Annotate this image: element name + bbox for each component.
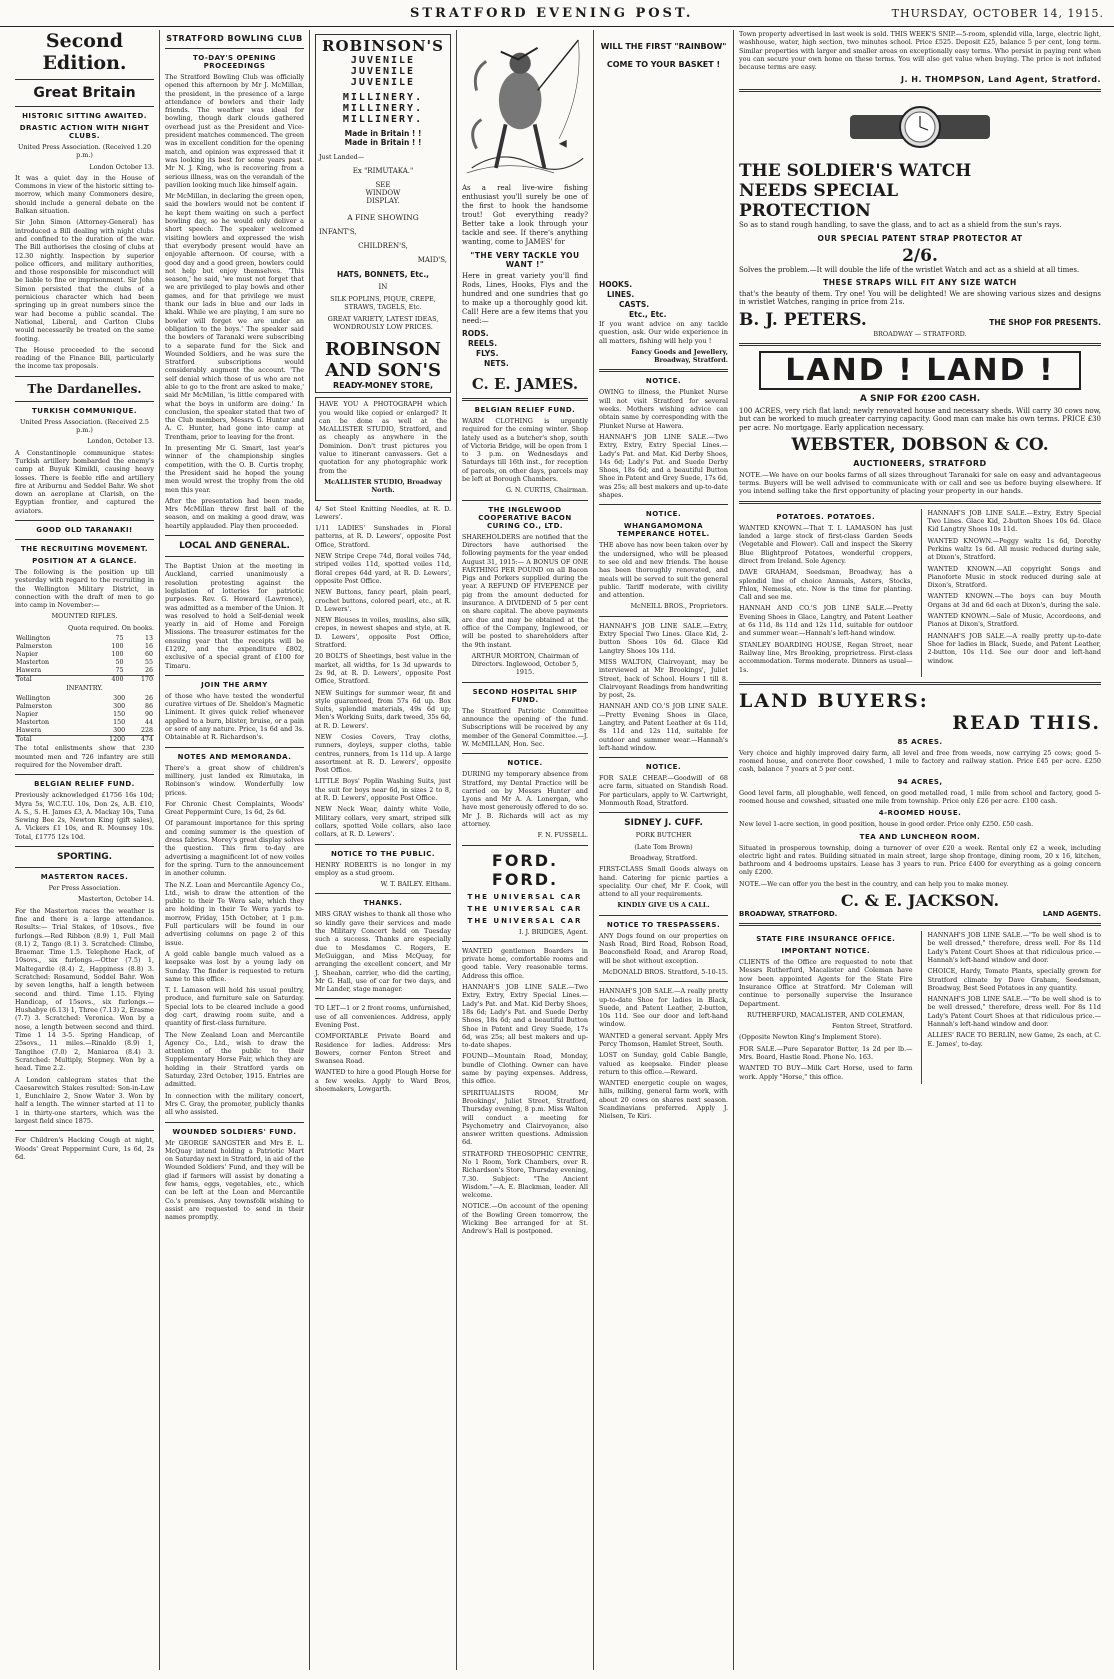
signature: I. J. BRIDGES, Agent. [518, 927, 588, 936]
ad-text: Solves the problem.—It will double the life of the wristlet Watch and act as a shield at all times. [739, 265, 1080, 274]
classified-ad: FOR SALE.—Pure Separator Butter, 1s 2d per lb.—Mrs. Board, Hastie Road. Phone No. 163. [739, 1044, 913, 1062]
signature: McDONALD BROS. Stratford, 5-10-15. [602, 967, 728, 976]
read-this-title: READ THIS. [952, 711, 1101, 734]
ad-heading: "THE VERY TACKLE YOU WANT !" [470, 251, 580, 269]
ad-text: New level 1-acre section, in good position, house in good order. Price only £250. £50 cash. [739, 820, 1034, 829]
classified-ad: HANNAH AND CO.'S JOB LINE SALE.—Pretty Evening Shoes in Glace, Langtry, and Patent Leather at 6s 11d, 8s 11d and 12s 11d, suitable for outdoor and summer wear.—Hannah's left-hand window. [599, 702, 728, 752]
table-header: Quota required. On books. [67, 623, 154, 632]
classified-ad: COMFORTABLE Private Board and Residence for ladies. Address: Mrs Bowers, corner Fenton Street and Swansea Road. [315, 1032, 451, 1066]
table-row: Palmerston 100 16 [16, 643, 153, 651]
classified-right-2 [921, 931, 1102, 1084]
ad-text: NOTE.—We can offer you the best in the country, and can help you to make money. [739, 879, 1009, 888]
headline-hospital-ship: SECOND HOSPITAL SHIP FUND. [472, 687, 578, 704]
headline-inglewood: THE INGLEWOOD COOPERATIVE BACON CURING CO., LTD. [478, 505, 572, 530]
signature: G. N. CURTIS, Chairman. [505, 486, 588, 495]
land-title: LAND ! LAND ! [759, 351, 1081, 390]
notice-text: SHAREHOLDERS are notified that the Directors have authorised the following payments for the year ended August 31, 1915:— A BONUS OF ONE FARTHING PER POUND on all Bacon Pigs and Porkers supplied during the year. A REFUND OF FIVEPENCE per pig from the amount deducted for insurance. A DIVIDEND of 5 per cent on share capital. The above payments are due and may be obtained at the office of the Company, Inglewood, or will be posted to shareholders after the 9th instant. [462, 532, 588, 649]
headline-belgian: BELGIAN RELIEF FUND. [474, 406, 576, 414]
headline-whangamomona: WHANGAMOMONA TEMPERANCE HOTEL. [617, 522, 710, 539]
article-paragraph: The Baptist Union at the meeting in Auckland, carried unanimously a resolution protesting against the legislation of lotteries for patriotic purposes. Rev. G. Howard (Lawrence), was admitted as a member of the Union. It was resolved to hold a Self-denial week yearly in aid of Home and Foreign Missions. The treasurer estimates for the ensuing year that the receipts will be £1292, and the expenditure £802, exclusive of a special grant of £100 for Timaru. [165, 562, 304, 670]
article-paragraph: There's a great show of children's millinery, just landed ex Rimutaka, in Robinson's window. Wonderfully low prices. [165, 763, 304, 797]
column-3 [310, 30, 457, 1670]
table-row: Masterton 50 55 [16, 659, 153, 667]
classified-ad: WANTED to hire a good Plough Horse for a few weeks. Apply to Ward Bros, shoemakers, Lowgarth. [315, 1068, 451, 1094]
jackson-sub [739, 910, 1101, 918]
headline-potatoes: POTATOES. POTATOES. [776, 512, 876, 521]
article-paragraph: Previously acknowledged £1756 16s 10d; Myra 5s, W.C.T.U. 10s, Don 2s, A.B. £10, A. S., S. H. James £3, A. Mackay 10s, Tuna Sewing Bee 2s, Newton King (gift sales), A. Vickers £1 10s, and R. Mounsey 10s. Total, £1775 12s 10d. [15, 791, 154, 841]
ad-text: Situated in prosperous township, doing a turnover of over £20 a week. Rental only £2 a week, including electric light and rates. Building situated in main street, large shop frontage, dining room, 20 x 16, kitchen, bathroom and 4 bedrooms upstairs. Lease has 3 years to run. Price £400 for everything as a going concern only £200. [739, 843, 1101, 877]
advertisement: For Children's Hacking Cough at night, Woods' Great Peppermint Cure, 1s 6d, 2s 6d. [15, 1136, 154, 1161]
ad-line: DISPLAY. [366, 197, 400, 206]
ad-line: INFANT'S, [319, 228, 357, 237]
article-paragraph: The total enlistments show that 230 mounted men and 726 infantry are still required for the November draft. [15, 744, 154, 769]
notice-text: OWING to illness, the Plunket Nurse will not visit Stratford for several weeks. Mothers wishing advice can obtain same by corresponding with the Plunket Nurse at Hawera. [599, 388, 728, 430]
classified-ad: WANTED KNOWN.—Peggy waltz 1s 6d, Dorothy Perkins waltz 1s 6d. All music reduced during sale, at Dixon's, Stratford. [927, 536, 1101, 562]
signature: W. T. BAILEY. Eltham. [380, 880, 451, 889]
classified-ad: STRATFORD THEOSOPHIC CENTRE, No 1 Room, York Chambers, over R. Richardson's Store, Thursday evening, 7.30. Subject: "The Ancient Wisdom."—A. E. Blackman, leader. All welcome. [462, 1149, 588, 1200]
ad-line: Just Landed— [319, 153, 365, 161]
list-item: CASTS. [619, 300, 650, 309]
table-title-mounted: MOUNTED RIFLES. [51, 612, 118, 621]
article-paragraph: Mr McMillan, in declaring the green open, said the bowlers would not be content if he kept them waiting on such a perfect bowling day, so he would only deliver a short speech. The speaker welcomed visiting bowlers and expressed the wish that everybody present would have an enjoyable afternoon. Of course, with a good day and a good green, bowlers could not help but enjoy themselves. 'This season,' he said, 'we must not forget that we are privileged to play bowls and other games, and for that privilege we must thank our lads in blue and our lads in khaki. While we are playing, I am sure no bowler will forget we are under an obligation to the boys.' The speaker said the bowlers of Taranaki were subscribing to a separate fund for the Sick and Wounded Soldiers, and he was sure the Stratford subscriptions would considerably augment the account. 'The self denial which those of us who are not able to go to the front are asked to make,' said Mr McMillan, 'is little compared with what the boys in uniform are doing.' In conclusion, the speaker stated that two of the Club members, Messrs G. Hunter and A. C. Hunter, had gone into camp at Trentham, prior to leaving for the front. [165, 192, 304, 441]
section-sporting: SPORTING. [56, 852, 113, 863]
table-title-infantry: INFANTRY. [66, 684, 103, 693]
section-dardanelles: The Dardanelles. [27, 381, 142, 396]
classified-ad: 4/ Set Steel Knitting Needles, at R. D. Lewers'. [315, 504, 451, 521]
thompson-signature: J. H. THOMPSON, Land Agent, Stratford. [900, 75, 1101, 85]
column-2 [160, 30, 310, 1670]
photo-ad [315, 397, 451, 500]
classified-ad: STANLEY BOARDING HOUSE, Regan Street, near Railway line, Mrs Brooking, proprietress. First-class accommodation. Terms moderate. Dinners as usual—1s. [739, 640, 913, 674]
ad-heading: OUR SPECIAL PATENT STRAP PROTECTOR AT [817, 233, 1023, 243]
classified-grid [739, 509, 1101, 677]
classified-ad: WANTED gentlemen Boarders in private home, comfortable rooms and good table. Very reasonable terms. Address this office. [462, 946, 588, 980]
ad-line: SILK POPLINS, PIQUE, CREPE, STRAWS, TAGELS, Etc. [330, 295, 436, 312]
classified-ad: LOST on Sunday, gold Cable Bangle, valued as keepsake. Finder please return to this office.—Reward. [599, 1051, 728, 1076]
classified-ad: HANNAH'S JOB LINE SALE.—Two Extry, Extry, Extry Special Lines.—Lady's Pat. and Mat. Kid Derby Shoes, 18s 6d; Lady's Pat. and Suede Derby Shoes, 18s 6d; and a beautiful Button Shoe in Patent and Grey Suede, 17s 6d, was 25s; all best makers and up-to-date shapes. [462, 983, 588, 1050]
ad-line: MAID'S, [417, 256, 447, 265]
notice-text: THE above has now been taken over by the undersigned, who will be pleased to see old and new friends. The house has been thoroughly renovated, and meals will be served to suit the general public. Tariff moderate, with civility and attention. [599, 541, 728, 600]
ad-line: Made in Britain ! ! [344, 138, 422, 147]
land-snip: A SNIP FOR £200 CASH. [859, 393, 981, 404]
byline: Per Press Association. [48, 884, 121, 893]
table-row: Wellington 300 26 [16, 695, 153, 703]
masthead [0, 4, 1114, 27]
ad-line: WINDOW [365, 189, 401, 198]
headline-belgian: BELGIAN RELIEF FUND. [34, 780, 135, 789]
classified-left-2 [739, 931, 913, 1084]
article-paragraph: A Constantinople communique states: Turkish artillery bombarded the enemy's camp at Buyuk Kimikli, causing heavy losses. There is feeble rifle and artillery fire at Ariburnu and Seddel Bahr. We shot down an aeroplane at Clarish, on the Egyptian frontier, and captured the aviators. [15, 448, 154, 515]
classified-ad: HANNAH'S JOB LINE SALE.—Extry, Extry Special Two Lines. Glace Kid, 2-button Shoes 10s 6d. Glace Kid Langtry Shoes 10s 11d. [599, 621, 728, 655]
ad-text: So as to stand rough handling, to save the glass, and to act as a shield from the sun's rays. [739, 221, 1062, 230]
watch-illustration [739, 97, 1101, 157]
table-total-row: Total 400 170 [16, 676, 153, 684]
byline: United Press Association. (Received 2.5 p.m.) [19, 417, 149, 435]
column-1 [10, 30, 160, 1670]
peters-block [739, 310, 1101, 330]
table-row: Hawera 75 26 [16, 667, 153, 675]
headline-notice: NOTICE. [645, 763, 682, 772]
ad-line: JUVENILE [350, 66, 416, 77]
heading-94-acres: 94 ACRES, [897, 777, 943, 786]
ad-line: THE UNIVERSAL CAR [467, 892, 583, 901]
notice-text: The Stratford Patriotic Committee announce the opening of the fund. Subscriptions will be received by any member of the General Committee.—J. W. McMILLAN, Hon. Sec. [462, 706, 588, 748]
classified-ad: HANNAH'S JOB SALE.—A really pretty up-to-date Shoe for ladies in Black, Suede, and Patent Leather, 2-button, 10s 11d. See our door and left-hand window. [599, 987, 728, 1029]
infantry-table [15, 695, 154, 744]
article-paragraph: In presenting Mr G. Smart, last year's winner of the championship singles competition, with the O. B. Curtis trophy, the President said he hoped the young men would wrest the trophy from the old men this year. [165, 444, 304, 494]
robinsons-ad [315, 34, 451, 393]
notice-text: WARM CLOTHING is urgently required for the coming winter. Shop lately used as a butcher's shop, south of Victoria Bridge, will be open from 1 to 3 p.m. on Wednesdays and Saturdays till 16th inst., for reception of parcels, on other days, parcels may be left at Borough Chambers. [462, 417, 588, 484]
list-item: FLYS. [476, 349, 499, 358]
ad-line: CHILDREN'S, [358, 242, 408, 251]
ad-line: IN [378, 283, 388, 292]
article-paragraph: of those who have tested the wonderful curative virtues of Dr. Sheldon's Magnetic Liniment. It gives quick relief whenever applied to a burn, blister, bruise, or a pain or sore of any nature. Price, 1s 6d and 3s. Obtainable at R. Richardson's. [165, 691, 304, 742]
ad-line: A FINE SHOWING [347, 213, 419, 223]
ad-line: JUVENILE [350, 55, 416, 66]
ad-line: HATS, BONNETS, Etc., [336, 270, 430, 280]
classified-grid-2 [739, 931, 1101, 1084]
article-paragraph: For the Masterton races the weather is fine and there is a large attendance. Results:— Trial Stakes, of 10sovs., five furlongs.—Red Ribbon (8.9) 1, Full Mail (8.1) 2, Tango (8.1) 3. Scratched: Climbo, Braemar. Time 1.5. Telephone Hack, of 10sovs., six furlongs.—Otter (7.5) 1, Maltegardie (8.4) 2, Happiness (8.8) 3. Scratched: Rosamund, Soddel Bahr. Won by seven lengths, half a length between second and third. Time 1.15. Flying Handicap, of 15sovs., six furlongs.—Hushabye (6.13) 1, Three (7.13) 2, Erasme (7.7) 3. Scratched: Veronica. Won by a nose, a length between second and third. Time 1 14 3-5. Spring Handicap, of 25sovs., 11 miles.—Rinaldo (8.9) 1, Tangihoe (7.0) 2, Maniaroa (8.4) 3. Scratched: Multiply, Stepney. Won by a head. Time 2.2. [15, 906, 154, 1073]
ad-text: McALLISTER STUDIO, Broadway North. [324, 477, 442, 495]
peters-tagline: THE SHOP FOR PRESENTS. [989, 317, 1101, 327]
table-total-row: Total 1200 474 [16, 736, 153, 744]
headline-notice-public: NOTICE TO THE PUBLIC. [330, 849, 436, 858]
article-paragraph: In connection with the military concert, Mrs C. Gray, the promoter, publicly thanks all who assisted. [165, 1091, 304, 1117]
land-buyers-title: LAND BUYERS: [739, 689, 929, 712]
signature: (Opposite Newton King's Implement Store). [739, 1033, 882, 1042]
classified-left [739, 509, 913, 677]
column-5 [594, 30, 734, 1670]
classified-ad: HANNAH'S JOB LINE SALE.—Extry, Extry Special Two Lines. Glace Kid, 2-button Shoes 10s 6d. Glace Kid Langtry Shoes 10s 11d. [927, 508, 1101, 534]
column-4 [457, 30, 594, 1670]
ad-line: MILLINERY. [342, 114, 424, 125]
notice-text: DURING my temporary absence from Stratford, my Dental Practice will be carried on by Messrs Hunter and Lyons and Mr A. A. Lonergan, who have most generously offered to do so. Mr J. B. Richards will act as my attorney. [462, 770, 588, 828]
classified-ad: NEW Buttons, fancy pearl, plain pearl, crochet buttons, colored pearl, etc., at R. D. Lewers'. [315, 588, 451, 613]
table-row: Napier 100 60 [16, 651, 153, 659]
ad-line: PORK BUTCHER [635, 831, 692, 840]
classified-ad: WANTED KNOWN.—Sale of Music, Accordeons, and Pianos at Dixon's, Stratford. [927, 612, 1101, 629]
headline-notice: NOTICE. [645, 377, 682, 386]
signature: McNEILL BROS., Proprietors. [630, 602, 728, 611]
ad-line: READY-MONEY STORE, [333, 381, 433, 391]
headline-important: IMPORTANT NOTICE. [781, 947, 871, 956]
classified-ad: ALLIES' RACE TO BERLIN, new Game, 2s each, at C. E. James', to-day. [927, 1031, 1101, 1048]
article-paragraph: Mr GEORGE SANGSTER and Mrs E. L. McQuay intend holding a Patriotic Mart on Saturday next in Stratford, in aid of the Wounded Soldiers' Fund, and they will be glad if farmers will assist by donating a few hams, eggs, vegetables, etc., which can be left at the Loan and Mercantile Co.'s premises. Any townsfolk wishing to assist are requested to send in their names promptly. [165, 1138, 304, 1222]
ad-text: NOTE.—We have on our books farms of all sizes throughout Taranaki for sale on easy and advantageous terms. Buyers will be well advised to communicate with or call and see us before buying elsewhere. If you intend selling take the first opportunity of placing your property in our hands. [739, 470, 1101, 496]
ad-text: If you want advice on any tackle question, ask. Our wide experience in all matters, fishing will help you ! [599, 320, 728, 345]
article-paragraph: Of paramount importance for this spring and coming summer is the question of dress fabrics. Morey's great display solves the question. This firm to-day are advertising a magnificent lot of new voiles for the spring. Turn to the announcement in another column. [165, 819, 304, 878]
table-row: Wellington 75 13 [16, 635, 153, 643]
jackson-title: C. & E. JACKSON. [840, 891, 1000, 911]
article-paragraph: Sir John Simon (Attorney-General) has introduced a Bill dealing with night clubs and confined to the duration of the war. The Bill authorises the closing of clubs at 12.30 nightly. Inspection by superior police officers, and military authorities, and those responsible for misconduct will be liable to fine or imprisonment. Sir John Simon persisted that the clubs of a pernicious character which had been springing up in great numbers since the war had become a public scandal. The National, Liberal, and Carlton Clubs would necessarily be treated on the same footing. [15, 218, 154, 343]
issue-date: THURSDAY, OCTOBER 14, 1915. [891, 7, 1104, 20]
list-item: HOOKS. [599, 280, 633, 289]
article-paragraph: The House proceeded to the second reading of the Finance Bill, particularly the income tax proposals. [15, 345, 154, 371]
webster-title: WEBSTER, DOBSON & CO. [791, 434, 1049, 455]
ad-line: (Late Tom Brown) [634, 842, 693, 851]
classified-ad: HANNAH AND CO.'S JOB LINE SALE.—Pretty Evening Shoes in Glace, Langtry, and Patent Leather at 6s 11d, 8s 11d and 12s 11d, suitable for outdoor and summer wear.—Hannah's left-hand window. [739, 604, 913, 638]
classified-ad: HANNAH'S JOB SALE.—A really pretty up-to-date Shoe for ladies in Black, Suede, and Patent Leather, 2-button, 10s 11d. See our door and left-hand window. [927, 631, 1101, 665]
section-great-britain: Great Britain [33, 85, 136, 101]
article-paragraph: A London cablegram states that the Caesarewitch Stakes resulted: Son-in-Law 1, Eunchlaire 2, Snow Water 3. Won by half a length. The winner started at 11 to 1 in thirty-one starters, which was the largest field since 1875. [15, 1075, 154, 1126]
watch-heading: THE SOLDIER'S WATCH [739, 161, 972, 182]
classified-ad: HENRY ROBERTS is no longer in my employ as a stud groom. [315, 860, 451, 877]
section-local-general: LOCAL AND GENERAL. [179, 541, 290, 552]
article-paragraph: It was a quiet day in the House of Commons in view of the historic sitting to-morrow, which many Commoners desire, should include a general debate on the Balkan situation. [15, 173, 154, 216]
classified-ad: NEW Blouses in voiles, muslins, also silk, crepes, in newest shapes and style, at R. D. Lewers', opposite Post Office, Stratford. [315, 616, 451, 650]
classified-ad: WANTED KNOWN.—The boys can buy Mouth Organs at 3d and 6d each at Dixon's, during the sale. [927, 592, 1101, 609]
classified-ad: 20 BOLTS of Sheetings, best value in the market, all widths, for 1s 3d upwards to 2s 9d, at R. D. Lewers', opposite Post Office, Stratford. [315, 652, 451, 686]
ad-text: Very choice and highly improved dairy farm, all level and free from weeds, now carrying 25 cows; good 5-roomed house, and concrete floor cowshed, 1 mile to factory and railway station. Price £45 per acre. £250 cash, balance 7 years at 5 per cent. [739, 748, 1101, 774]
classified-ad: LITTLE Boys' Poplin Washing Suits, just the suit for boys near 6d, in sizes 2 to 8, at R. D. Lewers', opposite Post Office. [315, 777, 451, 803]
ad-line: THE UNIVERSAL CAR [467, 916, 583, 925]
ford-title: FORD. FORD. [491, 850, 559, 889]
watch-price: 2/6. [902, 245, 938, 266]
headline-thanks: THANKS. [363, 899, 403, 908]
notice-text: CLIENTS of the Office are requested to note that Messrs Rutherfurd, Macalister and Coleman have now been appointed Agents for the State Fire Insurance Office at Stratford. Mr Coleman will continue to personally supervise the Insurance Department. [739, 958, 913, 1008]
headline-masterton: MASTERTON RACES. [40, 873, 129, 882]
newspaper-name: STRATFORD EVENING POST. [410, 6, 694, 21]
ad-line: JUVENILE [350, 77, 416, 88]
ad-text: As a real live-wire fishing enthusiast you'll surely be one of the first to hook the handsome trout! Got everything ready? Better take a look through your tackle and see. If there's anything wanting, come to JAMES' for [462, 184, 588, 246]
ad-line: GREAT VARIETY, LATEST IDEAS, WONDROUSLY LOW PRICES. [327, 315, 439, 332]
dateline: Masterton, October 14. [78, 895, 154, 904]
watch-heading: PROTECTION [739, 201, 871, 222]
table-row: Hawera 300 228 [16, 727, 153, 735]
list-item: Etc., Etc. [629, 310, 667, 319]
headline-fire-office: STATE FIRE INSURANCE OFFICE. [756, 935, 896, 944]
list-item: REELS. [468, 339, 498, 348]
headline-wounded-fund: WOUNDED SOLDIERS' FUND. [172, 1127, 297, 1136]
headline-taranaki: GOOD OLD TARANAKI! [36, 525, 133, 534]
ad-line: Made in Britain ! ! [344, 129, 422, 138]
classified-ad: 1/11 LADIES' Sunshades in Floral patterns, at R. D. Lewers', opposite Post Office, Stratford. [315, 524, 451, 549]
jackson-address: BROADWAY, STRATFORD. [739, 910, 838, 919]
edition-title: Second Edition. [42, 30, 127, 74]
ad-text: Fancy Goods and Jewellery, Broadway, Stratford. [631, 347, 728, 365]
mounted-rifles-table [15, 635, 154, 684]
classified-ad: WANTED TO BUY—Milk Cart Horse, used to farm work. Apply "Horse," this office. [739, 1064, 913, 1081]
classified-right [921, 509, 1102, 677]
headline-opening: TO-DAY'S OPENING PROCEEDINGS [193, 54, 276, 70]
ad-line: MILLINERY. [342, 92, 424, 103]
table-row: Palmerston 300 86 [16, 703, 153, 711]
article-paragraph: The Stratford Bowling Club was officially opened this afternoon by Mr J. McMillan, the president, in the presence of a large attendance of bowlers and their lady friends. The weather was ideal for bowling, though dark clouds gathered overhead just as the President and Vice-president matches commenced. The green was in excellent condition for the opening match, and opinion was expressed that it was looking its best for some years past. Mr N. J. King, who is recovering from a serious illness, was on the verandah of the pavilion looking much like himself again. [165, 73, 304, 189]
ad-line: SEE [375, 181, 391, 190]
fisherman-illustration [462, 30, 588, 180]
headline-position: POSITION AT A GLANCE. [32, 556, 137, 565]
ad-text: that's the beauty of them. Try one! You will be delighted! We are showing various sizes and designs in wristlet Watches, ranging in price from 21s. [739, 290, 1101, 307]
robinson-son-title: ROBINSON AND SON'S [325, 339, 441, 382]
signature: F. N. FUSSELL. [537, 831, 588, 840]
headline-notes: NOTES AND MEMORANDA. [177, 752, 292, 761]
classified-ad: SPIRITUALISTS ROOM, Mr Brookings', Juliet Street, Stratford, Thursday evening, 8 p.m. Miss Walton will conduct a meeting for Psychometry and Clairvoyance, also answer written questions. Admission 6d. [462, 1088, 588, 1147]
headline-notice: NOTICE. [645, 510, 682, 519]
article-paragraph: After the presentation had been made, Mrs McMillan threw first ball of the season, and on making a good draw, was heartily applauded. Play then proceeded. [165, 496, 304, 530]
webster-sub: AUCTIONEERS, STRATFORD [853, 458, 987, 468]
tackle-list [462, 329, 588, 369]
table-row: Napier 150 90 [16, 711, 153, 719]
classified-ad: WANTED a general servant. Apply Mrs Percy Thomson, Hamlet Street, South. [599, 1031, 728, 1048]
list-item: RODS. [462, 329, 489, 338]
headline-recruiting: THE RECRUITING MOVEMENT. [20, 544, 149, 553]
classified-ad: WANTED energetic couple on wages, hills, milking, general farm work, with about 20 cows on shares next season. Scandinavians preferred. Apply J. Nielsen, Te Kiri. [599, 1079, 728, 1121]
classified-ad: DAVE GRAHAM, Seedsman, Broadway, has a splendid line of choice Annuals, Asters, Stocks, Phlox, Nemesia, etc. Now is the time for planting. Call and see me. [739, 568, 913, 602]
headline-trespassers: NOTICE TO TRESPASSERS. [606, 920, 721, 929]
classified-ad: HANNAH'S JOB LINE SALE.—"To be well shod is to be well dressed," therefore, dress well. For 8s 11d Lady's Patent Court Shoes at that ridiculous price.—Hannah's left-hand window and door. [927, 995, 1101, 1029]
ad-text: Good level farm, all ploughable, well fenced, on good metalled road, 1 mile from school and factory, good 5-roomed house and cowshed, situated one mile from township. Price only £26 per acre. £100 cash. [739, 788, 1101, 805]
classified-ad: CHOICE, Hardy, Tomato Plants, specially grown for Stratford climate by Dave Graham, Seedsman, Broadway, Best Seed Potatoes in any quantity. [927, 967, 1101, 992]
classified-ad: MRS GRAY wishes to thank all those who so kindly gave their services and made the Military Concert held on Tuesday such a success. Thanks are especially due to Mesdames C. Rogers, E. McGuiggan, and Miss McQuay, for arranging the excellent concert, and Mr J. Sheahan, carrier, who did the carting, Mr G. Hall, use of car for two days, and Mr Lander, stage manager. [315, 910, 451, 994]
rainbow-headline: WILL THE FIRST "RAINBOW" COME TO YOUR BASKET ! [600, 42, 727, 69]
robinsons-title: ROBINSON'S [322, 37, 444, 55]
jackson-agents: LAND AGENTS. [1042, 910, 1101, 919]
headline-join-army: JOIN THE ARMY [201, 680, 268, 689]
headline-historic: HISTORIC SITTING AWAITED. [22, 112, 147, 120]
peters-title: B. J. PETERS. [739, 309, 867, 330]
james-title: C. E. JAMES. [471, 375, 579, 393]
heading-85-acres: 85 ACRES. [897, 737, 943, 746]
list-item: LINES. [607, 290, 635, 299]
notice-text: ANY Dogs found on our properties on Nash Road, Bird Road, Robson Road, Beaconsfield Road, and Ararop Road, will be shot without exception. [599, 931, 728, 965]
heading-4-roomed: 4-ROOMED HOUSE. [878, 809, 962, 818]
ad-text: Here in great variety you'll find Rods, Lines, Hooks, Flys and the hundred and one sundries that go to make up a thoroughly good kit. Call! Here are a few items that you need:— [462, 272, 588, 325]
headline-notice: NOTICE. [507, 759, 543, 768]
headline-bowling: STRATFORD BOWLING CLUB [166, 34, 303, 43]
signature: ARTHUR MORTON, Chairman of Directors. Inglewood, October 5, 1915. [471, 651, 579, 677]
classified-ad: NEW Neck Wear, dainty white Voile, Military collars, very smart, striped silk collars, spotted Voile collars, also lace collars, at R. D. Lewers'. [315, 805, 451, 839]
ad-line: Broadway, Stratford. [629, 853, 698, 862]
classified-ad: HANNAH'S JOB LINE SALE.—Two Extry, Extry, Extry Special Lines.—Lady's Pat. and Mat. Kid Derby Shoes, 14s 6d; Lady's Pat. and Suede Derby Shoes, 18s 6d; and a beautiful Button Shoe in Patent and Grey Suede, 17s 6d, was 25s; all best makers and up-to-date shapes. [599, 432, 728, 500]
classified-ad: NEW Suitings for summer wear, fit and style guaranteed, from 57s 6d up. Box Suits, splendid materials, 49s 6d up; Men's Working Suits, dark tweed, 35s 6d, at R. D. Lewers'. [315, 688, 451, 730]
ad-line: THE UNIVERSAL CAR [467, 904, 583, 913]
article-paragraph: A gold cable bangle much valued as a keepsake was lost by a young lady on Sunday. The finder is requested to return same to this office. [165, 949, 304, 983]
ad-line: KINDLY GIVE US A CALL. [617, 901, 710, 910]
ad-text: Town property advertised in last week is sold. THIS WEEK'S SNIP.—5-room, splendid villa, large, electric light, washhouse, water, high section, two minutes school. Price £525. Deposit £25, balance 5 per cent, long term. Similar properties with larger and smaller areas on exceptionally easy terms. Who persist in paying rent when you can secure your own home on these terms. You will also get value when buying. The price is not inflated because terms are easy. [739, 30, 1101, 72]
peters-address: BROADWAY — STRATFORD. [873, 329, 967, 338]
article-paragraph: T. I. Lamason will hold his usual poultry, produce, and furniture sale on Saturday. Special lots to be cleared include a good dog cart, drawing room suite, and a quantity of first-class furniture. [165, 986, 304, 1028]
article-paragraph: The New Zealand Loan and Mercantile Agency Co., Ltd., wish to draw the attention of the public to their Supplementary Horse Fair, which they are holding in their Stratford yards on Saturday, 23rd October, 1915. Entries are admitted. [165, 1030, 304, 1089]
classified-ad: HANNAH'S JOB LINE SALE.—"To be well shod is to be well dressed," therefore, dress well. For 8s 11d Lady's Patent Court Shoes at that ridiculous price.—Hannah's left-hand window and door. [927, 931, 1101, 964]
article-paragraph: The N.Z. Loan and Mercantile Agency Co., Ltd., wish to draw the attention of the public to their Te Wera sale, which they are holding in their Te Wera yards to-morrow, Friday, 15th October, at 1 p.m. Full particulars will be found in our advertising columns on page 2 of this issue. [165, 880, 304, 947]
byline: United Press Association. (Received 1.20 p.m.) [17, 143, 152, 160]
tackle-list-2 [599, 280, 728, 320]
list-item: NETS. [484, 359, 509, 368]
ad-text: 100 ACRES, very rich flat land; newly renovated house and necessary sheds. Will carry 30 cows now, but can be worked to much greater carrying capacity. Good man can make his own terms. PRICE £30 per acre. No mortgage. Early application necessary. [739, 406, 1101, 432]
table-row: Masterton 150 44 [16, 719, 153, 727]
ad-text: FIRST-CLASS Small Goods always on hand. Catering for picnic parties a speciality. Our chef, Mr F. Cook, will attend to all your requirements. [599, 865, 728, 899]
cuff-title: SIDNEY J. CUFF. [624, 818, 703, 829]
column-6 [734, 30, 1106, 1670]
article-paragraph: For Chronic Chest Complaints, Woods' Great Peppermint Cure, 1s 6d, 2s 6d. [165, 799, 304, 817]
classified-ad: FOR SALE CHEAP.—Goodwill of 68 acre farm, situated on Standish Road. For particulars, apply to W. Cartwright, Monmouth Road, Stratford. [599, 774, 728, 808]
ad-line: Ex "RIMUTAKA." [352, 167, 414, 176]
classified-ad: NEW Cosies Covers, Tray cloths, runners, doyleys, supper cloths, table centres, runners, from 1s 11d up. A large assortment at R. D. Lewers', opposite Post Office. [315, 732, 451, 775]
ad-heading: THESE STRAPS WILL FIT ANY SIZE WATCH [823, 278, 1017, 288]
classified-ad: NOTICE.—On account of the opening of the Bowling Green tomorrow, the Wicking Bee arranged for at St. Andrew's Hall is postponed. [462, 1202, 588, 1236]
classified-ad: FOUND—Mountain Road, Monday, bundle of Clothing. Owner can have same by paying expenses. Address, this office. [462, 1052, 588, 1086]
classified-ad: WANTED KNOWN.—All copyright Songs and Pianoforte Music in stock reduced during sale at Dixon's, Stratford. [927, 564, 1101, 590]
classified-ad: WANTED KNOWN.—That T. I. LAMASON has just landed a large stock of first-class Garden Seeds (Vegetable and Flower). Call and inspect the Skerry Blue Blightproof Potatoes, wonderful croppers, direct from Ireland. Sole Agency. [739, 523, 913, 565]
ad-line: MILLINERY. [342, 103, 424, 114]
heading-tea-room: TEA AND LUNCHEON ROOM. [859, 832, 981, 841]
article-paragraph: The following is the position up till yesterday with regard to the recruiting in the Wellington Military District, in connection with the draft of men to go into camp in November:— [15, 567, 154, 610]
dateline: London October 13. [89, 162, 154, 171]
classified-ad: TO LET—1 or 2 front rooms, unfurnished, use of all conveniences. Address, apply Evening Post. [315, 1004, 451, 1029]
signature: RUTHERFURD, MACALISTER, AND COLEMAN, [747, 1010, 905, 1019]
dateline: London, October 13. [87, 437, 154, 446]
classified-ad: NEW Stripe Crepe 74d, floral voiles 74d, striped voiles 11d, spotted voiles 11d, floral crepes 64d yard, at R. D. Lewers', opposite Post Office. [315, 552, 451, 585]
headline-night-clubs: DRASTIC ACTION WITH NIGHT CLUBS. [19, 124, 150, 140]
signature: Fenton Street, Stratford. [831, 1022, 913, 1031]
headline-turkish: TURKISH COMMUNIQUE. [32, 406, 137, 415]
watch-heading: NEEDS SPECIAL [739, 181, 899, 202]
ad-text: HAVE YOU A PHOTOGRAPH which you would like copied or enlarged? It can be done as well at the McALLISTER STUDIO, Stratford, and as cheaply as anywhere in the Dominion. Don't trust pictures you value to itinerant canvassers. Get a quotation for any photographic work from the [319, 400, 447, 475]
classified-ad: MISS WALTON, Clairvoyant, may be interviewed at Mr Brookings', Juliet Street, back of School. Hours 1 till 8. Clairvoyant Readings from handwriting by post, 2s. [599, 657, 728, 700]
